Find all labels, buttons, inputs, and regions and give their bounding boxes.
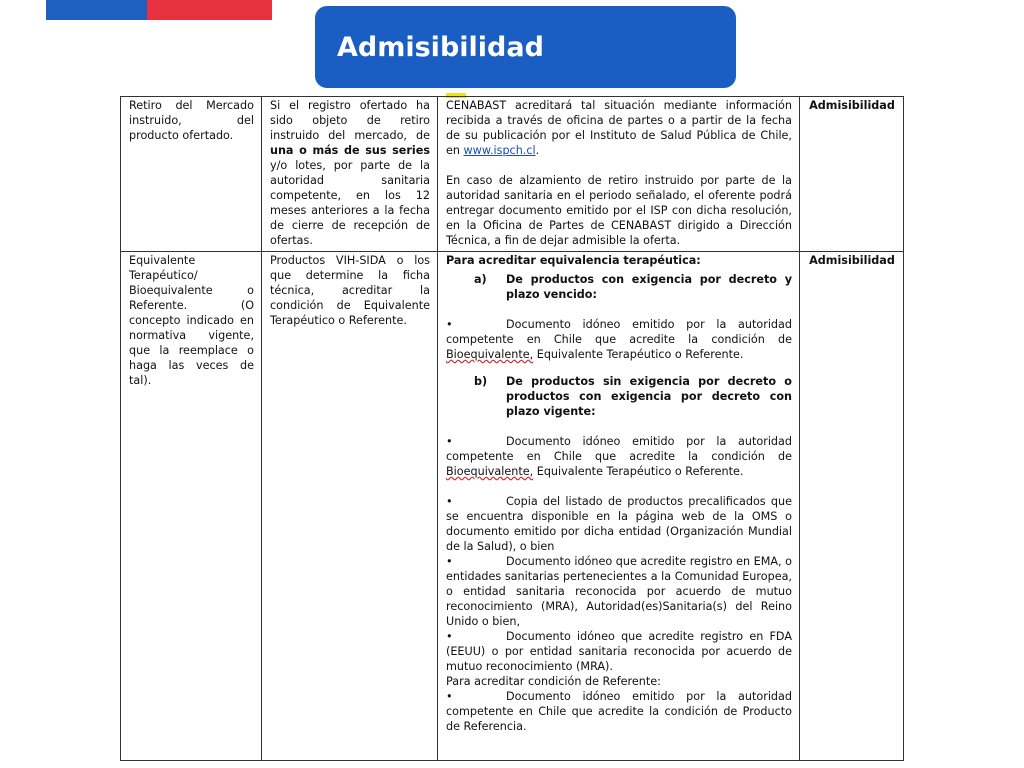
table-row xyxy=(121,97,904,252)
flag-stripe-blue xyxy=(46,0,147,20)
bullet-text: Documento idóneo que acredite registro en FDA (EEUU) o por entidad sanitaria reconocida por acuerdo de mutuo reconocimiento (MRA). xyxy=(446,630,792,673)
subsection-b-label: b) xyxy=(474,375,488,388)
row2-verification-cell xyxy=(438,252,800,761)
bullet-text: Documento idóneo emitido por la autoridad competente en Chile que acredite la condición de Producto de Referencia. xyxy=(446,690,792,733)
row1-condition-cell xyxy=(262,97,438,252)
bullet-dot: • xyxy=(446,555,453,568)
subsection-a-label: a) xyxy=(474,273,487,286)
admissibility-table xyxy=(120,96,904,761)
row1-criterion-cell xyxy=(121,97,262,252)
bullet-text-end: Equivalente Terapéutico o Referente. xyxy=(533,348,744,361)
bullet-text: Documento idóneo emitido por la autoridad competente en Chile que acredite la condición de xyxy=(446,318,792,346)
ispch-link[interactable]: www.ispch.cl xyxy=(463,144,536,157)
bullet-dot: • xyxy=(446,690,453,703)
row2-type-cell xyxy=(800,252,904,761)
bullet-text: Documento idóneo que acredite registro en EMA, o entidades sanitarias pertenecientes a la Comunidad Europea, o entidad sanitaria reconocida por acuerdo de mutuo reconocimiento (MRA), Autoridad(es)Sanitaria(s) del Reino Unido o bien, xyxy=(446,555,792,628)
row2-criterion-cell xyxy=(121,252,262,761)
flag-stripe-red xyxy=(147,0,272,20)
subsection-a xyxy=(446,272,792,302)
row1-condition-text: Si el registro ofertado ha sido objeto de retiro instruido del mercado, de xyxy=(270,99,430,142)
row2-condition-cell xyxy=(262,252,438,761)
bullet-text-end: Equivalente Terapéutico o Referente. xyxy=(533,465,744,478)
row2-criterion: Equivalente Terapéutico/ Bioequivalente o Referente. (O concepto indicado en normativa vigente, que la reemplace o haga las veces de tal). xyxy=(129,254,254,387)
bullet-dot: • xyxy=(446,630,453,643)
row1-condition-text-end: y/o lotes, por parte de la autoridad sanitaria competente, en los 12 meses anteriores a la fecha de cierre de recepción de ofertas. xyxy=(270,159,430,247)
bullet-item xyxy=(446,689,792,734)
row2-condition: Productos VIH-SIDA o los que determine la ficha técnica, acreditar la condición de Equivalente Terapéutico o Referente. xyxy=(270,254,430,327)
row1-type-cell xyxy=(800,97,904,252)
bioequivalente-term: Bioequivalente, xyxy=(446,465,534,478)
bioequivalente-term: Bioequivalente, xyxy=(446,348,534,361)
row1-verification-period: . xyxy=(535,144,540,157)
bullet-dot: • xyxy=(446,435,453,448)
row1-type: Admisibilidad xyxy=(809,99,895,112)
page-title-banner xyxy=(315,6,736,88)
table-row xyxy=(121,252,904,761)
page-title: Admisibilidad xyxy=(337,31,544,63)
bullet-text: Copia del listado de productos precalificados que se encuentra disponible en la página web de la OMS o documento emitido por dicha entidad (Organización Mundial de la Salud), o bien xyxy=(446,495,792,553)
row1-criterion: Retiro del Mercado instruido, del producto ofertado. xyxy=(129,99,254,142)
row1-verification-text: CENABAST acreditará tal situación mediante información recibida a través de oficina de partes o a partir de la fecha de su publicación por el Instituto de Salud Pública de Chile, en xyxy=(446,99,792,157)
row1-verification-cell xyxy=(438,97,800,252)
bullet-dot: • xyxy=(446,318,453,331)
bullet-item xyxy=(446,317,792,362)
subsection-a-text: De productos con exigencia por decreto y plazo vencido: xyxy=(506,273,792,301)
bullet-item xyxy=(446,434,792,479)
bullet-text: Documento idóneo emitido por la autoridad competente en Chile que acredite la condición de xyxy=(446,435,792,463)
equivalence-header: Para acreditar equivalencia terapéutica: xyxy=(446,254,701,267)
bullet-item xyxy=(446,554,792,629)
subsection-b xyxy=(446,374,792,419)
bullet-item xyxy=(446,494,792,554)
bullet-dot: • xyxy=(446,495,453,508)
row2-type: Admisibilidad xyxy=(809,254,895,267)
referente-header: Para acreditar condición de Referente: xyxy=(446,675,661,688)
bullet-item xyxy=(446,629,792,674)
row1-verification-p2: En caso de alzamiento de retiro instruido por parte de la autoridad sanitaria en el periodo señalado, el oferente podrá entregar documento emitido por el ISP con dicha resolución, en la Oficina de Partes de CENABAST dirigido a Dirección Técnica, a fin de dejar admisible la oferta. xyxy=(446,174,792,247)
subsection-b-text: De productos sin exigencia por decreto o productos con exigencia por decreto con plazo vigente: xyxy=(506,375,792,418)
row1-condition-bold: una o más de sus series xyxy=(270,144,430,157)
row1-verification-p1 xyxy=(446,98,792,158)
